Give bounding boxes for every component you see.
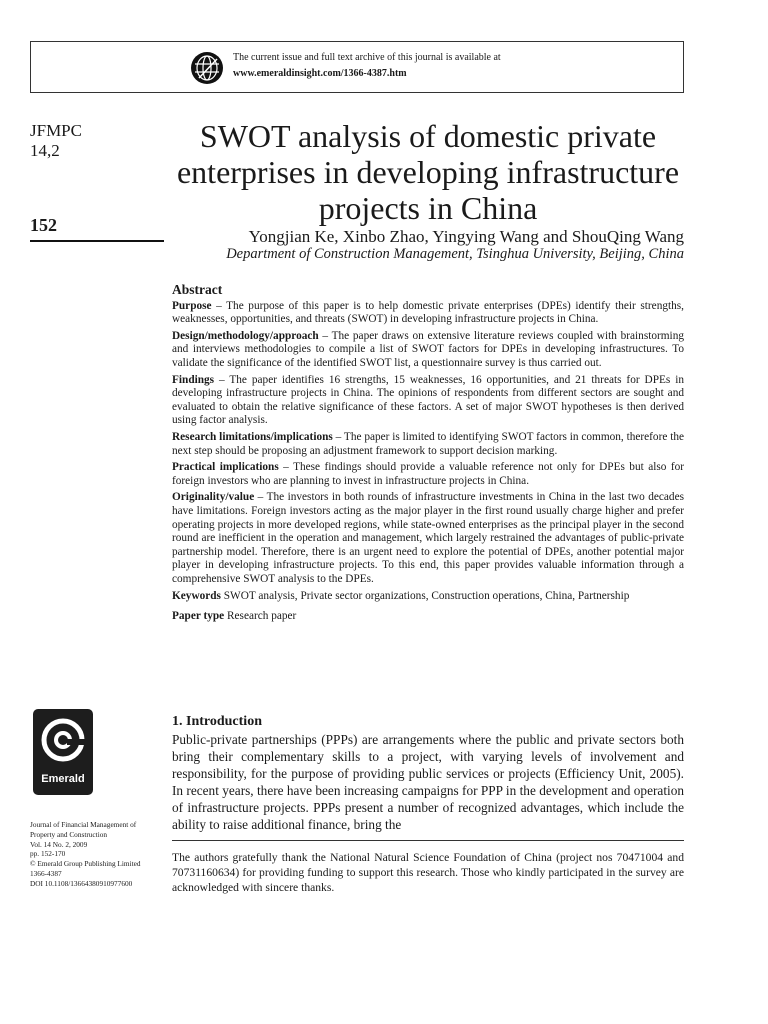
abstract-section-text: – The paper is limited to identifying SWOT factors in common, therefore the next step should be proposing an adjustment framework to support decision marking. — [172, 430, 684, 457]
abstract-section-label: Practical implications — [172, 461, 279, 474]
paper-type — [172, 610, 684, 624]
abstract-section-text: – The paper draws on extensive literature reviews coupled with brainstorming and interviews methodologies to compile a list of SWOT factors for DPEs in developing infrastructures. To validate the significance of the identified SWOT list, a questionnaire survey is thus carried out. — [172, 329, 684, 369]
section-heading: 1. Introduction — [172, 714, 262, 729]
abstract-purpose — [172, 300, 684, 327]
doi: DOI 10.1108/13664380910977600 — [30, 878, 133, 888]
page-number-divider — [30, 240, 164, 242]
abstract-section-text: – The purpose of this paper is to help domestic private enterprises (DPEs) identify their strengths, weaknesses, opportunities, and threats (SWOT) in developing infrastructure projects in China. — [172, 299, 684, 326]
publication-info — [30, 820, 170, 889]
abstract-section-label: Research limitations/implications — [172, 430, 333, 443]
keywords-label: Keywords — [172, 590, 221, 603]
article-title: SWOT analysis of domestic private enterprises in developing infrastructure projects in China — [176, 118, 680, 226]
abstract-section-label: Purpose — [172, 299, 212, 312]
abstract-section-text: – The paper identifies 16 strengths, 15 weaknesses, 16 opportunities, and 21 threats for DPEs in developing infrastructure projects in China. The opinions of respondents from different sectors are sought and evaluated to obtain the relative significance of these factors. A set of major SWOT hypotheses is then derived using factor analysis. — [172, 373, 684, 427]
emerald-logo-icon — [33, 709, 93, 773]
abstract-originality — [172, 491, 684, 586]
pubinfo-line: Property and Construction — [30, 829, 108, 839]
globe-icon — [190, 51, 224, 85]
journal-code: JFMPC — [30, 121, 82, 140]
abstract-practical — [172, 461, 684, 488]
journal-banner — [30, 41, 684, 93]
pubinfo-line: pp. 152-170 — [30, 849, 66, 859]
abstract-limitations — [172, 431, 684, 458]
archive-note: The current issue and full text archive of this journal is available at — [233, 52, 501, 63]
journal-abbreviation — [30, 121, 82, 161]
paper-type-text: Research paper — [224, 610, 297, 623]
pubinfo-line: Vol. 14 No. 2, 2009 — [30, 839, 88, 849]
abstract-heading: Abstract — [172, 282, 223, 297]
abstract-design — [172, 330, 684, 371]
footnote-divider — [172, 840, 684, 841]
abstract-section-label: Originality/value — [172, 491, 255, 504]
abstract-section-text: – The investors in both rounds of infrastructure investments in China in the last two decades have limitations. Foreign investors acting as the major player in the first round usually charge higher and prefer operating projects in more developed regions, while state-owned enterprises as the principal player in the second round are inefficient in the operation and management, which largely restrained the advantages of public-private partnership model. Therefore, there is an urgent need to explore the potential of DPEs, another potential major player in developing infrastructure projects. To this end, this paper provides valuable information through a comprehensive SWOT analysis to the DPEs. — [172, 491, 684, 585]
abstract-section-label: Findings — [172, 373, 215, 386]
acknowledgement-footnote: The authors gratefully thank the National Natural Science Foundation of China (project nos 70471004 and 70731160634) for providing funding to support this research. Those who kindly participated in the survey are acknowledged with sincere thanks. — [172, 851, 684, 894]
abstract-section-text: – These findings should provide a valuable reference not only for DPEs but also for foreign investors who are planning to invest in infrastructure projects in China. — [172, 461, 685, 487]
paper-type-label: Paper type — [172, 610, 225, 623]
introduction-body: Public-private partnerships (PPPs) are arrangements where the public and private sectors both bring their complementary skills to a project, with varying levels of involvement and responsibility, for the purpose of providing public services or projects (Efficiency Unit, 2005). In recent years, there have been increasing campaigns for PPP in the development and operation of infrastructure projects. PPPs present a number of recognized advantages, which include the ability to raise additional finance, bring the — [172, 732, 684, 832]
emerald-logo — [33, 709, 93, 795]
keywords — [172, 590, 684, 604]
volume-issue: 14,2 — [30, 141, 60, 160]
keywords-text: SWOT analysis, Private sector organizations, Construction operations, China, Partnership — [220, 590, 630, 603]
pubinfo-line: Journal of Financial Management of — [30, 820, 137, 829]
author-list: Yongjian Ke, Xinbo Zhao, Yingying Wang and ShouQing Wang — [248, 227, 684, 246]
pubinfo-line: © Emerald Group Publishing Limited — [30, 859, 141, 869]
introduction-section — [172, 714, 684, 833]
abstract-findings — [172, 374, 684, 428]
pubinfo-line: 1366-4387 — [30, 868, 62, 878]
abstract-section-label: Design/methodology/approach — [172, 329, 319, 342]
page-number: 152 — [30, 215, 57, 235]
journal-url-link[interactable]: www.emeraldinsight.com/1366-4387.htm — [233, 68, 407, 79]
author-affiliation: Department of Construction Management, Tsinghua University, Beijing, China — [226, 246, 684, 262]
abstract — [172, 283, 684, 624]
emerald-logo-text: Emerald — [41, 773, 85, 785]
